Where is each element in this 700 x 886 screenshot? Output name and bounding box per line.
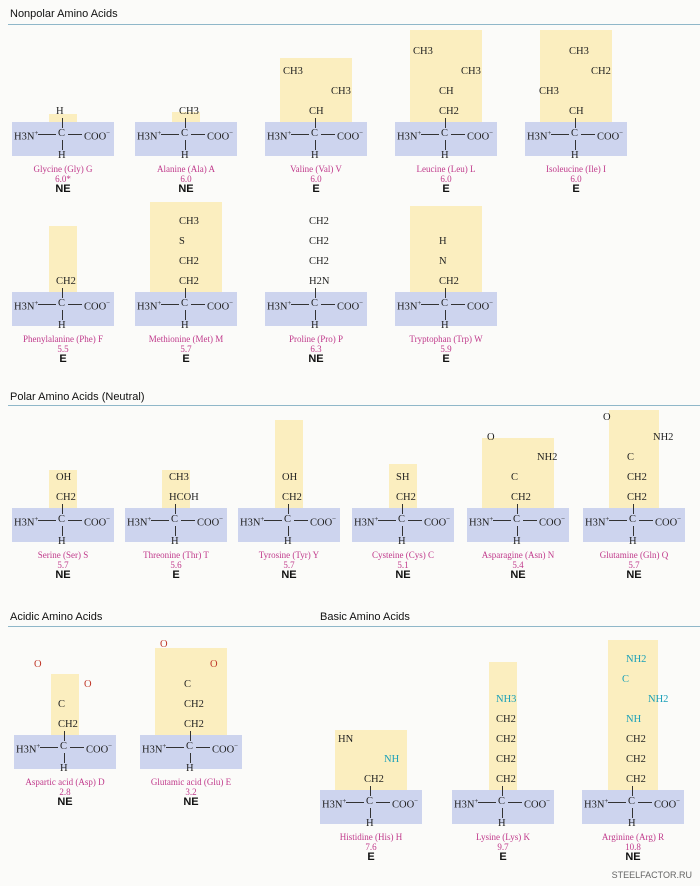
amine-group: H3N+ (584, 797, 609, 811)
side-chain-group: NH2 (653, 432, 674, 443)
alpha-hydrogen: H (60, 763, 68, 774)
isoelectric-point: 6.0 (440, 174, 452, 184)
bond-line (408, 520, 422, 521)
alpha-hydrogen: H (398, 536, 406, 547)
alpha-hydrogen: H (181, 320, 189, 331)
alpha-hydrogen: H (58, 150, 66, 161)
amine-group: H3N+ (137, 129, 162, 143)
side-chain-group: O (34, 659, 42, 670)
isoelectric-point: 6.0 (310, 174, 322, 184)
essential-class-label: E (442, 183, 450, 195)
essential-class-label: E (442, 353, 450, 365)
carboxylate-group: COO− (84, 299, 111, 313)
bond-line (166, 747, 184, 748)
carboxylate-group: COO− (467, 129, 494, 143)
side-chain-group: NH2 (648, 694, 669, 705)
bond-line (445, 140, 446, 150)
amino-acid-name: Lysine (Lys) K (476, 832, 530, 842)
amino-acid-name: Aspartic acid (Asp) D (25, 777, 105, 787)
amino-acid-name: Asparagine (Asn) N (481, 550, 555, 560)
alpha-carbon: C (441, 128, 449, 139)
bond-line (64, 753, 65, 763)
essential-class-label: NE (55, 183, 71, 195)
bond-line (402, 504, 403, 514)
side-chain-group: CH (309, 106, 324, 117)
side-chain-highlight (609, 410, 659, 520)
isoelectric-point: 6.0 (180, 174, 192, 184)
bond-line (451, 134, 465, 135)
section-title-acidic: Acidic Amino Acids (10, 611, 103, 623)
amino-acid-name: Histidine (His) H (339, 832, 403, 842)
carboxylate-group: COO− (207, 129, 234, 143)
essential-class-label: NE (510, 569, 526, 581)
isoelectric-point: 5.7 (628, 560, 640, 570)
bond-line (633, 526, 634, 536)
isoelectric-point: 6.0 (570, 174, 582, 184)
side-chain-group: OH (56, 472, 72, 483)
essential-class-label: NE (395, 569, 411, 581)
carboxylate-group: COO− (337, 299, 364, 313)
side-chain-group: CH3 (569, 46, 589, 57)
bond-line (291, 304, 309, 305)
bond-line (68, 134, 82, 135)
side-chain-group: NH (626, 714, 642, 725)
section-title-nonpolar: Nonpolar Amino Acids (10, 8, 118, 20)
bond-line (291, 134, 309, 135)
alpha-carbon: C (58, 128, 66, 139)
bond-line (639, 520, 653, 521)
alpha-carbon: C (171, 514, 179, 525)
alpha-hydrogen: H (311, 150, 319, 161)
bond-line (378, 520, 396, 521)
watermark: STEELFACTOR.RU (611, 870, 692, 880)
amine-group: H3N+ (454, 797, 479, 811)
bond-line (632, 786, 633, 796)
isoelectric-point: 5.7 (180, 344, 192, 354)
side-chain-group: CH2 (439, 106, 459, 117)
bond-line (185, 140, 186, 150)
bond-line (493, 520, 511, 521)
isoelectric-point: 5.6 (170, 560, 182, 570)
isoelectric-point: 3.2 (185, 787, 197, 797)
amino-acid-name: Tyrosine (Tyr) Y (258, 550, 320, 560)
bond-line (445, 288, 446, 298)
amino-acid-name: Glycine (Gly) G (33, 164, 93, 174)
bond-line (190, 753, 191, 763)
bond-line (185, 118, 186, 128)
bond-line (370, 786, 371, 796)
side-chain-group: O (160, 639, 168, 650)
bond-line (445, 310, 446, 320)
side-chain-group: CH2 (396, 492, 416, 503)
essential-class-label: NE (281, 569, 297, 581)
alpha-carbon: C (629, 514, 637, 525)
alpha-hydrogen: H (181, 150, 189, 161)
bond-line (68, 304, 82, 305)
essential-class-label: E (499, 851, 507, 863)
bond-line (376, 802, 390, 803)
side-chain-group: C (58, 699, 66, 710)
bond-line (632, 808, 633, 818)
carboxylate-group: COO− (654, 797, 681, 811)
amino-acid-name: Leucine (Leu) L (416, 164, 476, 174)
side-chain-highlight (410, 206, 482, 304)
carboxylate-group: COO− (524, 797, 551, 811)
bond-line (523, 520, 537, 521)
carboxylate-group: COO− (310, 515, 337, 529)
essential-class-label: NE (183, 796, 199, 808)
bond-line (175, 504, 176, 514)
bond-line (370, 808, 371, 818)
alpha-carbon: C (311, 128, 319, 139)
alpha-carbon: C (58, 514, 66, 525)
bond-line (608, 802, 626, 803)
side-chain-group: N (439, 256, 447, 267)
amine-group: H3N+ (322, 797, 347, 811)
side-chain-group: H (439, 236, 447, 247)
side-chain-group: CH2 (496, 714, 516, 725)
amine-group: H3N+ (14, 129, 39, 143)
bond-line (502, 786, 503, 796)
bond-line (517, 526, 518, 536)
side-chain-group: CH2 (364, 774, 384, 785)
bond-line (62, 310, 63, 320)
amine-group: H3N+ (137, 299, 162, 313)
side-chain-group: CH2 (439, 276, 459, 287)
side-chain-group: OH (282, 472, 298, 483)
carboxylate-group: COO− (392, 797, 419, 811)
amino-acid-name: Glutamine (Gln) Q (599, 550, 669, 560)
side-chain-group: S (179, 236, 185, 247)
amine-group: H3N+ (267, 299, 292, 313)
bond-line (181, 520, 195, 521)
bond-line (445, 118, 446, 128)
carboxylate-group: COO− (197, 515, 224, 529)
bond-line (321, 304, 335, 305)
side-chain-group: CH3 (169, 472, 189, 483)
bond-line (402, 526, 403, 536)
essential-class-label: E (312, 183, 320, 195)
bond-line (315, 310, 316, 320)
essential-class-label: E (182, 353, 190, 365)
amine-group: H3N+ (397, 129, 422, 143)
side-chain-group: CH2 (179, 256, 199, 267)
amino-acid-name: Alanine (Ala) A (157, 164, 215, 174)
isoelectric-point: 7.6 (365, 842, 377, 852)
side-chain-group: NH2 (626, 654, 647, 665)
alpha-hydrogen: H (284, 536, 292, 547)
bond-line (421, 304, 439, 305)
bond-line (288, 526, 289, 536)
carboxylate-group: COO− (207, 299, 234, 313)
essential-class-label: NE (57, 796, 73, 808)
amino-acid-name: Glutamic acid (Glu) E (150, 777, 232, 787)
amine-group: H3N+ (142, 742, 167, 756)
section-title-polar: Polar Amino Acids (Neutral) (10, 391, 145, 403)
alpha-carbon: C (628, 796, 636, 807)
bond-line (185, 288, 186, 298)
bond-line (575, 118, 576, 128)
side-chain-group: CH2 (627, 472, 647, 483)
isoelectric-point: 5.7 (283, 560, 295, 570)
bond-line (502, 808, 503, 818)
alpha-carbon: C (311, 298, 319, 309)
side-chain-group: CH3 (283, 66, 303, 77)
bond-line (40, 747, 58, 748)
bond-line (175, 526, 176, 536)
side-chain-group: CH3 (413, 46, 433, 57)
bond-line (315, 140, 316, 150)
isoelectric-point: 5.1 (397, 560, 409, 570)
isoelectric-point: 5.9 (440, 344, 452, 354)
carboxylate-group: COO− (655, 515, 682, 529)
side-chain-group: CH2 (626, 774, 646, 785)
amino-acid-name: Threonine (Thr) T (143, 550, 209, 560)
bond-line (161, 304, 179, 305)
side-chain-group: CH2 (511, 492, 531, 503)
side-chain-group: CH2 (179, 276, 199, 287)
essential-class-label: NE (55, 569, 71, 581)
side-chain-group: H2N (309, 276, 330, 287)
side-chain-group: CH3 (539, 86, 559, 97)
side-chain-group: CH2 (591, 66, 611, 77)
carboxylate-group: COO− (424, 515, 451, 529)
side-chain-group: HN (338, 734, 354, 745)
amino-acid-name: Arginine (Arg) R (601, 832, 665, 842)
alpha-carbon: C (186, 741, 194, 752)
alpha-hydrogen: H (441, 320, 449, 331)
side-chain-group: CH2 (309, 256, 329, 267)
side-chain-group: C (184, 679, 192, 690)
side-chain-group: O (603, 412, 611, 423)
section-title-basic: Basic Amino Acids (320, 611, 410, 623)
side-chain-group: CH2 (282, 492, 302, 503)
side-chain-group: CH3 (179, 216, 199, 227)
isoelectric-point: 5.7 (57, 560, 69, 570)
alpha-carbon: C (441, 298, 449, 309)
bond-line (38, 304, 56, 305)
side-chain-group: SH (396, 472, 410, 483)
alpha-carbon: C (181, 128, 189, 139)
side-chain-group: NH2 (537, 452, 558, 463)
amine-group: H3N+ (240, 515, 265, 529)
isoelectric-point: 5.5 (57, 344, 69, 354)
side-chain-group: CH (569, 106, 584, 117)
bond-line (288, 504, 289, 514)
isoelectric-point: 6.0* (55, 174, 71, 184)
side-chain-group: NH3 (496, 694, 517, 705)
bond-line (64, 731, 65, 741)
essential-class-label: E (172, 569, 180, 581)
isoelectric-point: 2.8 (59, 787, 71, 797)
bond-line (62, 526, 63, 536)
alpha-carbon: C (181, 298, 189, 309)
carboxylate-group: COO− (597, 129, 624, 143)
bond-line (638, 802, 652, 803)
amino-acid-name: Serine (Ser) S (37, 550, 89, 560)
side-chain-group: CH2 (309, 216, 329, 227)
alpha-hydrogen: H (186, 763, 194, 774)
isoelectric-point: 9.7 (497, 842, 509, 852)
side-chain-group: O (84, 679, 92, 690)
amine-group: H3N+ (585, 515, 610, 529)
bond-line (191, 304, 205, 305)
amino-acid-name: Proline (Pro) P (289, 334, 343, 344)
alpha-hydrogen: H (571, 150, 579, 161)
bond-line (191, 134, 205, 135)
side-chain-group: CH2 (56, 492, 76, 503)
side-chain-group: CH2 (496, 774, 516, 785)
section-divider (8, 405, 700, 406)
alpha-carbon: C (498, 796, 506, 807)
bond-line (346, 802, 364, 803)
bond-line (151, 520, 169, 521)
bond-line (62, 504, 63, 514)
side-chain-group: CH2 (56, 276, 76, 287)
alpha-carbon: C (366, 796, 374, 807)
alpha-hydrogen: H (366, 818, 374, 829)
side-chain-group: CH2 (496, 754, 516, 765)
alpha-hydrogen: H (628, 818, 636, 829)
amine-group: H3N+ (397, 299, 422, 313)
amine-group: H3N+ (267, 129, 292, 143)
alpha-hydrogen: H (629, 536, 637, 547)
bond-line (421, 134, 439, 135)
section-divider (8, 626, 700, 627)
isoelectric-point: 10.8 (625, 842, 641, 852)
side-chain-group: CH (439, 86, 454, 97)
amino-acid-name: Isoleucine (Ile) I (546, 164, 606, 174)
bond-line (478, 802, 496, 803)
bond-line (551, 134, 569, 135)
side-chain-group: CH2 (626, 754, 646, 765)
bond-line (185, 310, 186, 320)
bond-line (581, 134, 595, 135)
amine-group: H3N+ (127, 515, 152, 529)
carboxylate-group: COO− (86, 742, 113, 756)
essential-class-label: NE (308, 353, 324, 365)
amino-acid-name: Methionine (Met) M (148, 334, 224, 344)
bond-line (294, 520, 308, 521)
side-chain-group: CH2 (184, 719, 204, 730)
bond-line (70, 747, 84, 748)
alpha-carbon: C (398, 514, 406, 525)
amine-group: H3N+ (354, 515, 379, 529)
alpha-hydrogen: H (498, 818, 506, 829)
alpha-hydrogen: H (58, 320, 66, 331)
bond-line (68, 520, 82, 521)
bond-line (517, 504, 518, 514)
side-chain-group: CH3 (331, 86, 351, 97)
side-chain-group: CH2 (496, 734, 516, 745)
essential-class-label: NE (625, 851, 641, 863)
side-chain-group: C (627, 452, 635, 463)
amino-acid-name: Phenylalanine (Phe) F (23, 334, 103, 344)
side-chain-group: CH2 (627, 492, 647, 503)
side-chain-group: CH2 (58, 719, 78, 730)
essential-class-label: E (367, 851, 375, 863)
bond-line (321, 134, 335, 135)
carboxylate-group: COO− (337, 129, 364, 143)
alpha-carbon: C (58, 298, 66, 309)
essential-class-label: NE (626, 569, 642, 581)
bond-line (190, 731, 191, 741)
side-chain-group: H (56, 106, 64, 117)
alpha-hydrogen: H (513, 536, 521, 547)
bond-line (196, 747, 210, 748)
bond-line (609, 520, 627, 521)
essential-class-label: E (59, 353, 67, 365)
bond-line (315, 288, 316, 298)
alpha-hydrogen: H (441, 150, 449, 161)
carboxylate-group: COO− (467, 299, 494, 313)
bond-line (62, 140, 63, 150)
side-chain-group: CH2 (309, 236, 329, 247)
bond-line (62, 118, 63, 128)
amine-group: H3N+ (14, 299, 39, 313)
alpha-hydrogen: H (311, 320, 319, 331)
amino-acid-name: Valine (Val) V (290, 164, 342, 174)
alpha-carbon: C (571, 128, 579, 139)
side-chain-group: O (210, 659, 218, 670)
carboxylate-group: COO− (539, 515, 566, 529)
amine-group: H3N+ (527, 129, 552, 143)
bond-line (38, 520, 56, 521)
carboxylate-group: COO− (212, 742, 239, 756)
bond-line (633, 504, 634, 514)
side-chain-group: HCOH (169, 492, 199, 503)
side-chain-group: O (487, 432, 495, 443)
essential-class-label: NE (178, 183, 194, 195)
alpha-hydrogen: H (171, 536, 179, 547)
bond-line (451, 304, 465, 305)
side-chain-group: CH2 (626, 734, 646, 745)
bond-line (508, 802, 522, 803)
bond-line (62, 288, 63, 298)
bond-line (38, 134, 56, 135)
side-chain-group: C (622, 674, 630, 685)
side-chain-group: CH3 (179, 106, 199, 117)
alpha-hydrogen: H (58, 536, 66, 547)
alpha-carbon: C (60, 741, 68, 752)
carboxylate-group: COO− (84, 129, 111, 143)
alpha-carbon: C (513, 514, 521, 525)
side-chain-highlight (275, 420, 303, 520)
side-chain-group: CH2 (184, 699, 204, 710)
bond-line (575, 140, 576, 150)
essential-class-label: E (572, 183, 580, 195)
side-chain-group: CH3 (461, 66, 481, 77)
amino-acid-name: Cysteine (Cys) C (372, 550, 434, 560)
isoelectric-point: 5.4 (512, 560, 524, 570)
bond-line (315, 118, 316, 128)
amino-acid-name: Tryptophan (Trp) W (409, 334, 483, 344)
amine-group: H3N+ (469, 515, 494, 529)
section-divider (8, 24, 700, 25)
isoelectric-point: 6.3 (310, 344, 322, 354)
amine-group: H3N+ (16, 742, 41, 756)
bond-line (264, 520, 282, 521)
bond-line (161, 134, 179, 135)
side-chain-group: C (511, 472, 519, 483)
alpha-carbon: C (284, 514, 292, 525)
side-chain-group: NH (384, 754, 400, 765)
carboxylate-group: COO− (84, 515, 111, 529)
amine-group: H3N+ (14, 515, 39, 529)
